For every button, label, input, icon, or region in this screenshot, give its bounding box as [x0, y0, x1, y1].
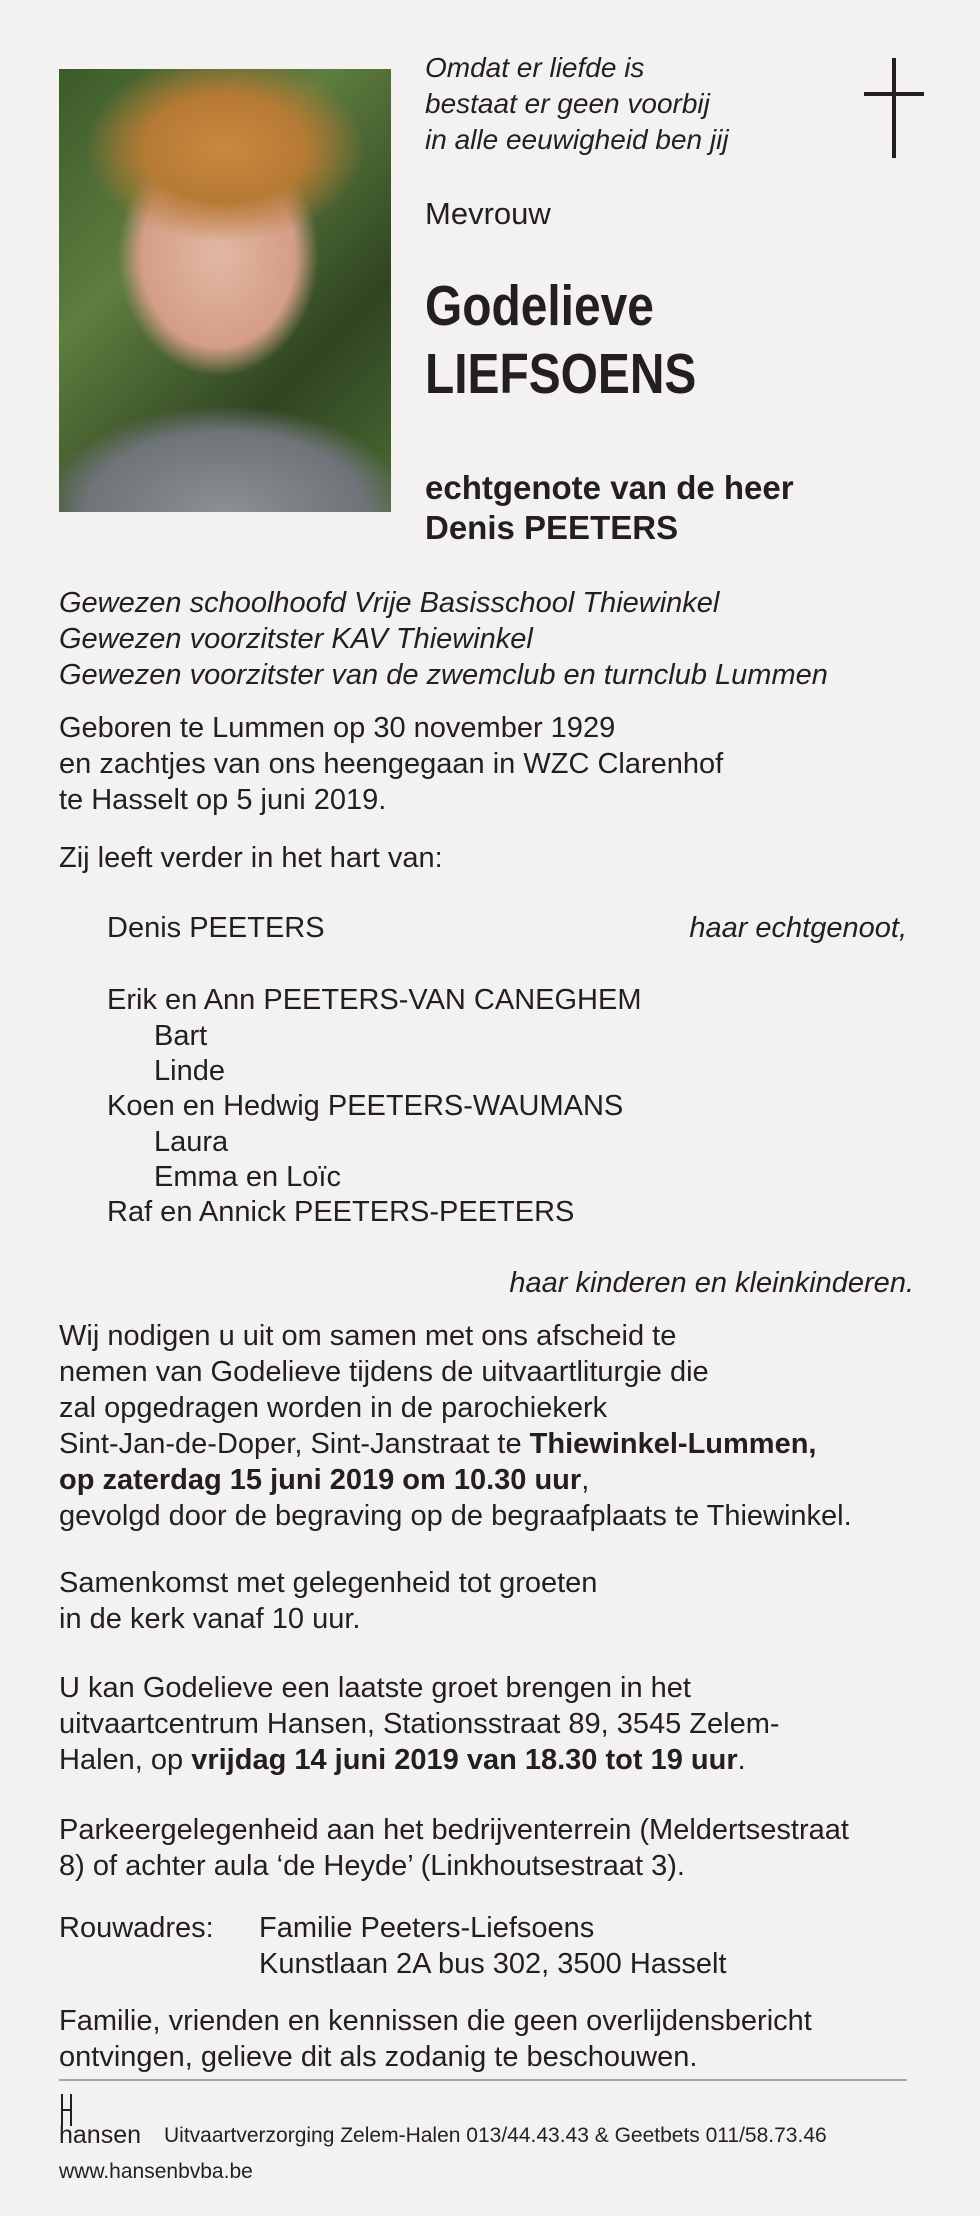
address-line: Kunstlaan 2A bus 302, 3500 Hasselt: [259, 1948, 727, 1980]
visit-line: uitvaartcentrum Hansen, Stationsstraat 89, 3545 Zelem-: [59, 1708, 780, 1740]
invitation: [59, 1318, 852, 1534]
invite-line: [59, 1426, 852, 1462]
death-line: en zachtjes van ons heengegaan in WZC Clarenhof: [59, 748, 724, 780]
role-line: Gewezen voorzitster KAV Thiewinkel: [59, 623, 533, 655]
children-relation: haar kinderen en kleinkinderen.: [509, 1267, 914, 1299]
funeral-date: op zaterdag 15 juni 2019 om 10.30 uur: [59, 1464, 582, 1496]
grandchild: Linde: [154, 1055, 225, 1087]
grandchild: Bart: [154, 1020, 208, 1052]
hansen-logo-text: hansen: [59, 2121, 142, 2149]
funeral-home-contact: Uitvaartverzorging Zelem-Halen 013/44.43.43 & Geetbets 011/58.73.46: [164, 2124, 827, 2147]
family-member: Koen en Hedwig PEETERS-WAUMANS: [107, 1090, 624, 1122]
cross-icon-bar: [864, 92, 924, 96]
spouse-line: echtgenote van de heer: [425, 469, 794, 506]
portrait-photo: [59, 69, 391, 512]
poem: [425, 50, 729, 158]
invite-line: Wij nodigen u uit om samen met ons afscheid te: [59, 1320, 677, 1352]
deceased-name: [425, 272, 696, 408]
invite-line: nemen van Godelieve tijdens de uitvaartliturgie die: [59, 1356, 709, 1388]
first-name: Godelieve: [425, 274, 654, 338]
address-line: Familie Peeters-Liefsoens: [259, 1912, 595, 1944]
spouse-info: [425, 468, 794, 548]
invite-line: zal opgedragen worden in de parochiekerk: [59, 1392, 608, 1424]
poem-line: in alle eeuwigheid ben jij: [425, 124, 729, 155]
address-label: Rouwadres:: [59, 1912, 214, 1944]
birth-line: Geboren te Lummen op 30 november 1929: [59, 712, 616, 744]
visit-line: [59, 1742, 780, 1778]
grandchild: Laura: [154, 1126, 229, 1158]
husband-name: Denis PEETERS: [107, 912, 325, 944]
family-member: Erik en Ann PEETERS-VAN CANEGHEM: [107, 984, 642, 1016]
family-member: Raf en Annick PEETERS-PEETERS: [107, 1196, 575, 1228]
invite-text: Sint-Jan-de-Doper, Sint-Janstraat te: [59, 1428, 530, 1460]
parking-line: Parkeergelegenheid aan het bedrijventerrein (Meldertsestraat: [59, 1814, 849, 1846]
visitation-time: vrijdag 14 juni 2019 van 18.30 tot 19 uur: [191, 1744, 738, 1776]
website-link[interactable]: www.hansenbvba.be: [59, 2160, 253, 2183]
closing-note: [59, 2003, 812, 2075]
visit-text: Halen, op: [59, 1744, 192, 1776]
death-line: te Hasselt op 5 juni 2019.: [59, 784, 387, 816]
parking-info: [59, 1812, 849, 1884]
invite-line: [59, 1462, 852, 1498]
last-name: LIEFSOENS: [425, 342, 697, 406]
meeting-line: Samenkomst met gelegenheid tot groeten: [59, 1567, 598, 1599]
funeral-location: Thiewinkel-Lummen,: [529, 1428, 817, 1460]
visit-line: U kan Godelieve een laatste groet brengen in het: [59, 1672, 691, 1704]
invite-text: ,: [581, 1464, 590, 1496]
husband-relation: haar echtgenoot,: [689, 912, 907, 944]
role-line: Gewezen schoolhoofd Vrije Basisschool Thiewinkel: [59, 587, 720, 619]
honorific: Mevrouw: [425, 196, 551, 231]
lives-on-intro: Zij leeft verder in het hart van:: [59, 842, 443, 874]
birth-death: [59, 710, 723, 818]
spouse-line: Denis PEETERS: [425, 509, 679, 546]
mourning-address: [259, 1910, 727, 1982]
meeting-line: in de kerk vanaf 10 uur.: [59, 1603, 361, 1635]
meeting-info: [59, 1565, 597, 1637]
poem-line: bestaat er geen voorbij: [425, 88, 710, 119]
invite-line: gevolgd door de begraving op de begraafplaats te Thiewinkel.: [59, 1500, 852, 1532]
parking-line: 8) of achter aula ‘de Heyde’ (Linkhoutsestraat 3).: [59, 1850, 685, 1882]
grandchild: Emma en Loïc: [154, 1161, 341, 1193]
cross-icon: [892, 58, 896, 158]
visitation-info: [59, 1670, 780, 1778]
poem-line: Omdat er liefde is: [425, 52, 645, 83]
roles: [59, 585, 828, 693]
closing-line: Familie, vrienden en kennissen die geen overlijdensbericht: [59, 2005, 812, 2037]
role-line: Gewezen voorzitster van de zwemclub en turnclub Lummen: [59, 659, 828, 691]
visit-text: .: [737, 1744, 746, 1776]
closing-line: ontvingen, gelieve dit als zodanig te beschouwen.: [59, 2041, 698, 2073]
footer-divider: [59, 2079, 907, 2081]
